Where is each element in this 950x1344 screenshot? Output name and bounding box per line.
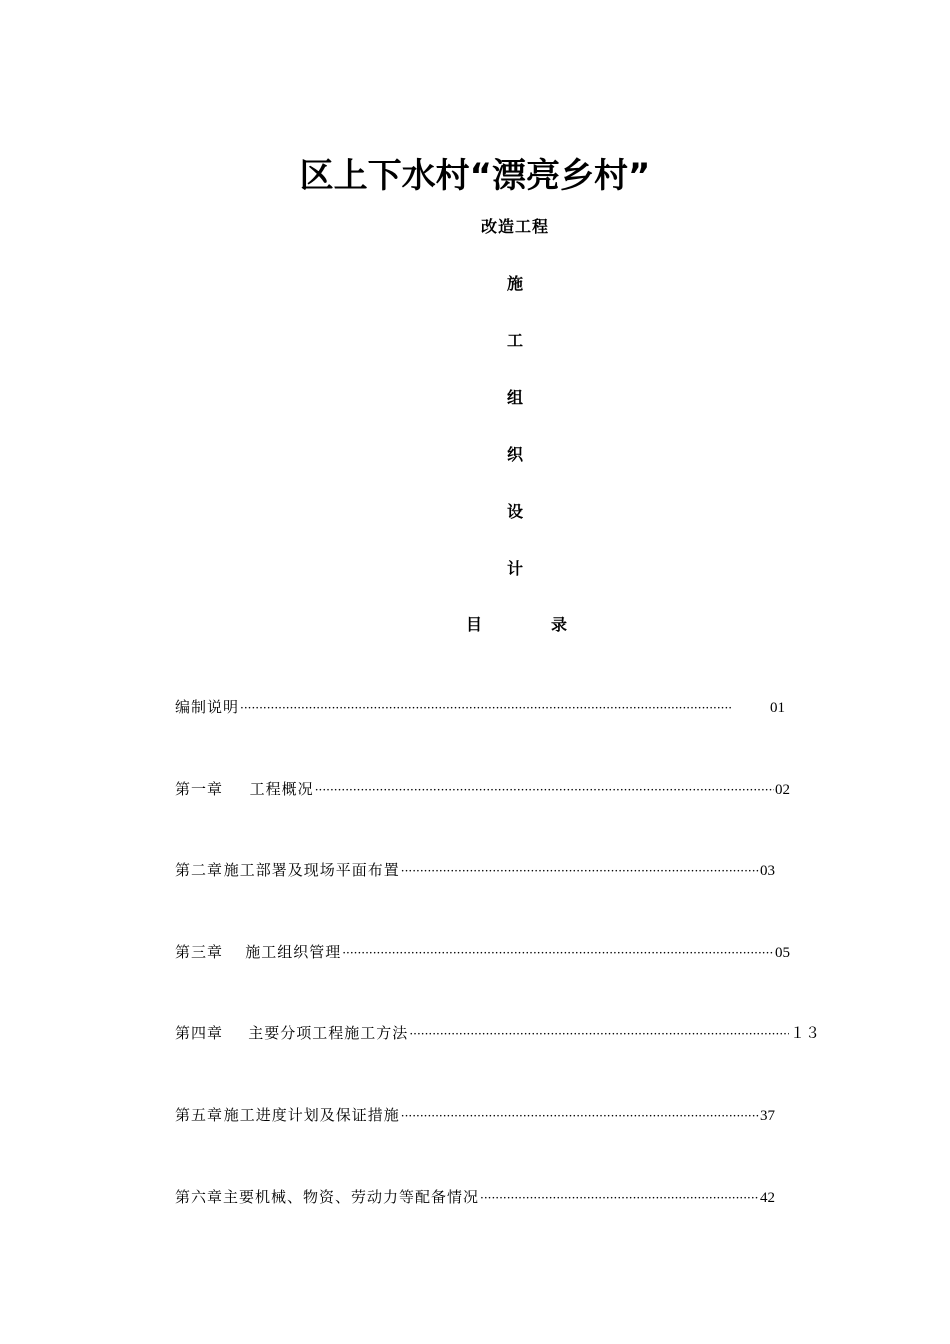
toc-leader-dots <box>401 860 759 882</box>
toc-entry-title: 主要机械、物资、劳动力等配备情况 <box>223 1188 480 1206</box>
toc-leader-dots <box>401 1105 759 1127</box>
toc-entry-chapter: 第四章 <box>175 1024 224 1042</box>
toc-entry-title: 施工部署及现场平面布置 <box>223 861 400 879</box>
vertical-title-char: 施 <box>506 274 523 293</box>
vertical-title-char: 工 <box>506 331 523 350</box>
toc-entry-chapter: 第一章 <box>175 780 224 798</box>
toc-entry-chapter: 第三章 <box>175 943 224 961</box>
toc-entry-page: 01 <box>770 700 785 716</box>
toc-entry-title: 施工进度计划及保证措施 <box>223 1106 400 1124</box>
document-title: 区上下水村“漂亮乡村” <box>299 156 651 196</box>
vertical-title-char: 计 <box>506 559 523 578</box>
toc-heading-left: 目 <box>466 615 483 634</box>
toc-entry <box>175 1186 775 1208</box>
vertical-title-char: 织 <box>506 445 523 464</box>
toc-heading-right: 录 <box>551 615 568 634</box>
toc-entry-title: 编制说明 <box>175 698 240 716</box>
toc-entry-title: 工程概况 <box>249 780 314 798</box>
toc-entry <box>175 778 790 800</box>
toc-entry-title: 主要分项工程施工方法 <box>248 1024 409 1042</box>
toc-entry-chapter: 第二章 <box>175 861 224 879</box>
toc-entry <box>175 859 775 881</box>
toc-entry <box>175 1022 820 1044</box>
document-subtitle: 改造工程 <box>480 217 549 236</box>
vertical-title-char: 组 <box>506 388 523 407</box>
toc-leader-dots <box>240 697 769 719</box>
toc-entry-page: 05 <box>775 945 790 961</box>
toc-leader-dots <box>342 942 774 964</box>
vertical-title-char: 设 <box>506 502 523 521</box>
toc-entry-page: １３ <box>789 1026 820 1042</box>
toc-entry <box>175 696 785 718</box>
toc-entry-page: 03 <box>760 863 775 879</box>
toc-leader-dots <box>315 779 774 801</box>
toc-entry-chapter: 第六章 <box>175 1188 224 1206</box>
toc-entry-page: 02 <box>775 782 790 798</box>
toc-entry-page: 37 <box>760 1108 775 1124</box>
toc-entry <box>175 1104 775 1126</box>
toc-entry-chapter: 第五章 <box>175 1106 224 1124</box>
toc-leader-dots <box>480 1187 759 1209</box>
toc-entry-page: 42 <box>760 1190 775 1206</box>
toc-entry <box>175 941 790 963</box>
toc-leader-dots <box>409 1023 789 1045</box>
toc-entry-title: 施工组织管理 <box>245 943 342 961</box>
